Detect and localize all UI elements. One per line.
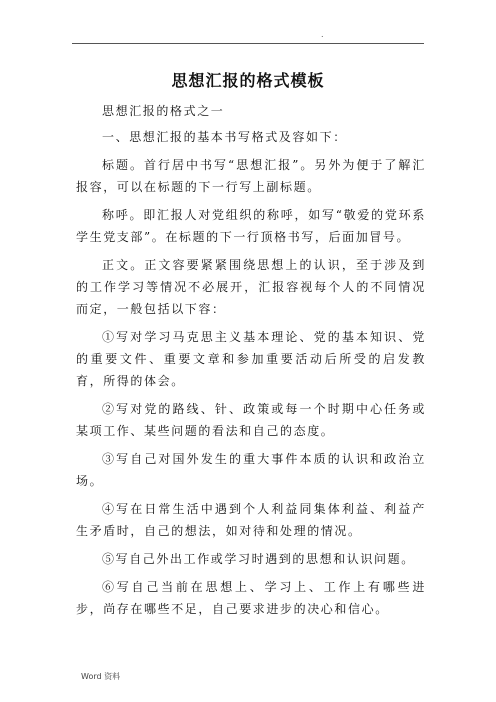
list-item-1: ①写对学习马克思主义基本理论、党的基本知识、党的重要文件、重要文章和参加重要活动后所受的启发教育，所得的体会。 — [76, 330, 426, 388]
paragraph-title: 标题。首行居中书写“思想汇报”。另外为便于了解汇报容，可以在标题的下一行写上副标题。 — [76, 158, 426, 194]
header-mark: . — [321, 30, 324, 39]
list-item-3: ③写自己对国外发生的重大事件本质的认识和政治立场。 — [76, 452, 426, 488]
list-item-4: ④写在日常生活中遇到个人利益同集体利益、利益产生矛盾时，自己的想法，如对待和处理的情况。 — [76, 502, 426, 538]
header-rule — [72, 43, 424, 44]
document-body — [76, 96, 426, 626]
list-item-6: ⑥写自己当前在思想上、学习上、工作上有哪些进步，尚存在哪些不足，自己要求进步的决心和信心。 — [76, 580, 426, 616]
paragraph-salutation: 称呼。即汇报人对党组织的称呼，如写“敬爱的党环系学生党支部”。在标题的下一行顶格书写，后面加冒号。 — [76, 208, 426, 244]
paragraph-body: 正文。正文容要紧紧围绕思想上的认识，至于涉及到的工作学习等情况不必展开，汇报容视每个人的不同情况而定，一般包括以下容： — [76, 258, 426, 316]
footer-label: Word 资料 — [81, 672, 121, 681]
section-heading: 一、思想汇报的基本书写格式及容如下： — [102, 130, 347, 144]
document-title: 思想汇报的格式模板 — [171, 71, 325, 90]
list-item-5: ⑤写自己外出工作或学习时遇到的思想和认识问题。 — [102, 552, 415, 566]
subheading: 思想汇报的格式之一 — [102, 104, 225, 118]
list-item-2: ②写对党的路线、针、政策或每一个时期中心任务或某项工作、某些问题的看法和自己的态度。 — [76, 402, 426, 438]
